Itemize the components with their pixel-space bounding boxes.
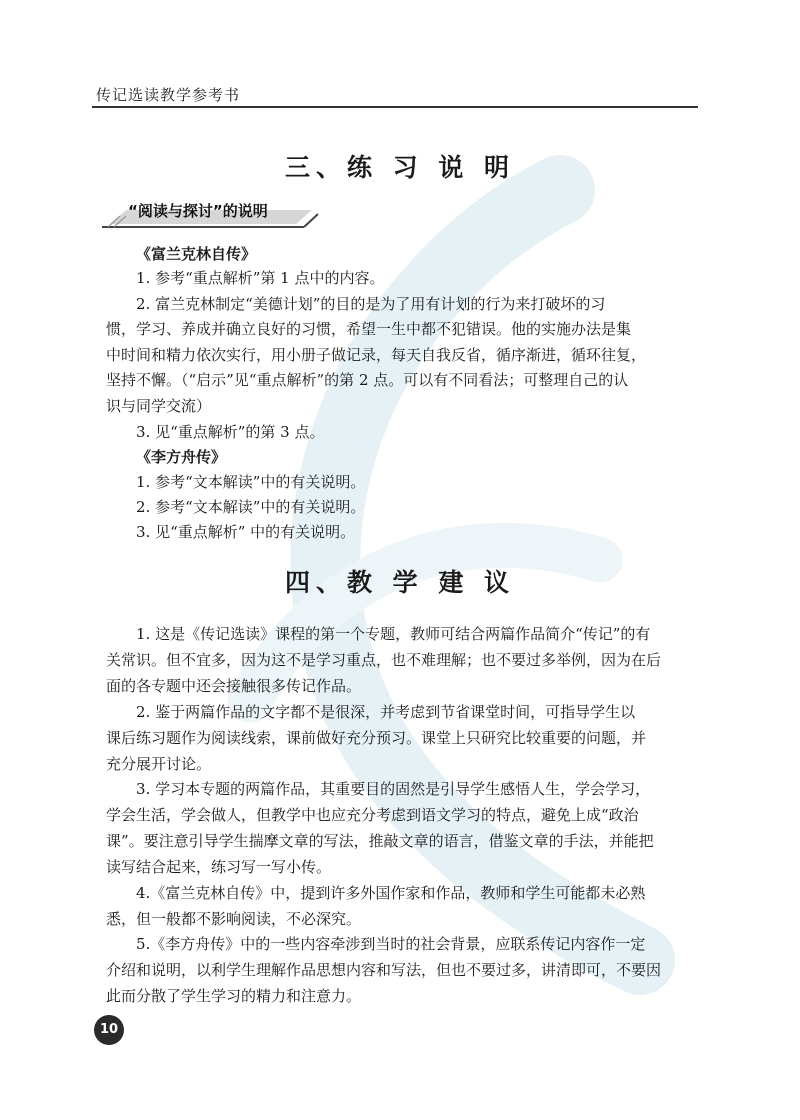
paragraph-line: 充分展开讨论。 — [106, 755, 212, 773]
paragraph-line: 3. 见“重点解析” 中的有关说明。 — [136, 523, 356, 541]
paragraph-line: 面的各专题中还会接触很多传记作品。 — [106, 677, 362, 695]
paragraph-line: 学会生活，学会做人，但教学中也应充分考虑到语文学习的特点，避免上成“政治 — [106, 806, 639, 824]
paragraph-line: 悉，但一般都不影响阅读，不必深究。 — [106, 910, 362, 928]
section-heading-exercises: 三、练 习 说 明 — [284, 153, 516, 182]
paragraph-line: 介绍和说明，以利学生理解作品思想内容和写法，但也不要过多，讲清即可，不要因 — [106, 961, 662, 979]
paragraph-line: 3. 见“重点解析”的第 3 点。 — [136, 423, 325, 441]
book-title-li-fangzhou: 《李方舟传》 — [136, 448, 227, 466]
paragraph-line: 1. 参考“重点解析”第 1 点中的内容。 — [136, 269, 385, 287]
paragraph-line: 坚持不懈。（“启示”见“重点解析”的第 2 点。可以有不同看法；可整理自己的认 — [106, 371, 629, 389]
paragraph-line: 课后练习题作为阅读线索，课前做好充分预习。课堂上只研究比较重要的问题，并 — [106, 729, 647, 747]
paragraph-line: 1. 这是《传记选读》课程的第一个专题，教师可结合两篇作品简介“传记”的有 — [136, 625, 651, 643]
paragraph-line: 4.《富兰克林自传》中，提到许多外国作家和作品，教师和学生可能都未必熟 — [136, 884, 646, 902]
paragraph-line: 2. 鉴于两篇作品的文字都不是很深，并考虑到节省课堂时间，可指导学生以 — [136, 703, 636, 721]
paragraph-line: 课”。要注意引导学生揣摩文章的写法，推敲文章的语言，借鉴文章的手法，并能把 — [106, 832, 654, 850]
subheading-reading-discussion: “阅读与探讨”的说明 — [128, 202, 268, 220]
paragraph-line: 2. 富兰克林制定“美德计划”的目的是为了用有计划的行为来打破坏的习 — [136, 295, 606, 313]
paragraph-line: 识与同学交流） — [106, 397, 212, 415]
paragraph-line: 1. 参考“文本解读”中的有关说明。 — [136, 473, 366, 491]
page-number: 10 — [94, 1015, 124, 1045]
paragraph-line: 此而分散了学生学习的精力和注意力。 — [106, 987, 362, 1005]
paragraph-line: 2. 参考“文本解读”中的有关说明。 — [136, 498, 366, 516]
running-header: 传记选读教学参考书 — [96, 86, 241, 104]
paragraph-line: 读写结合起来，练习写一写小传。 — [106, 858, 332, 876]
paragraph-line: 中时间和精力依次实行，用小册子做记录，每天自我反省，循序渐进，循环往复， — [106, 346, 647, 364]
header-rule — [92, 106, 698, 108]
book-title-franklin: 《富兰克林自传》 — [136, 245, 257, 263]
paragraph-line: 惯，学习、养成并确立良好的习惯，希望一生中都不犯错误。他的实施办法是集 — [106, 320, 632, 338]
section-heading-teaching: 四、教 学 建 议 — [284, 568, 516, 597]
paragraph-line: 3. 学习本专题的两篇作品，其重要目的固然是引导学生感悟人生，学会学习， — [136, 780, 651, 798]
paragraph-line: 关常识。但不宜多，因为这不是学习重点，也不难理解；也不要过多举例，因为在后 — [106, 651, 662, 669]
paragraph-line: 5.《李方舟传》中的一些内容牵涉到当时的社会背景，应联系传记内容作一定 — [136, 935, 646, 953]
